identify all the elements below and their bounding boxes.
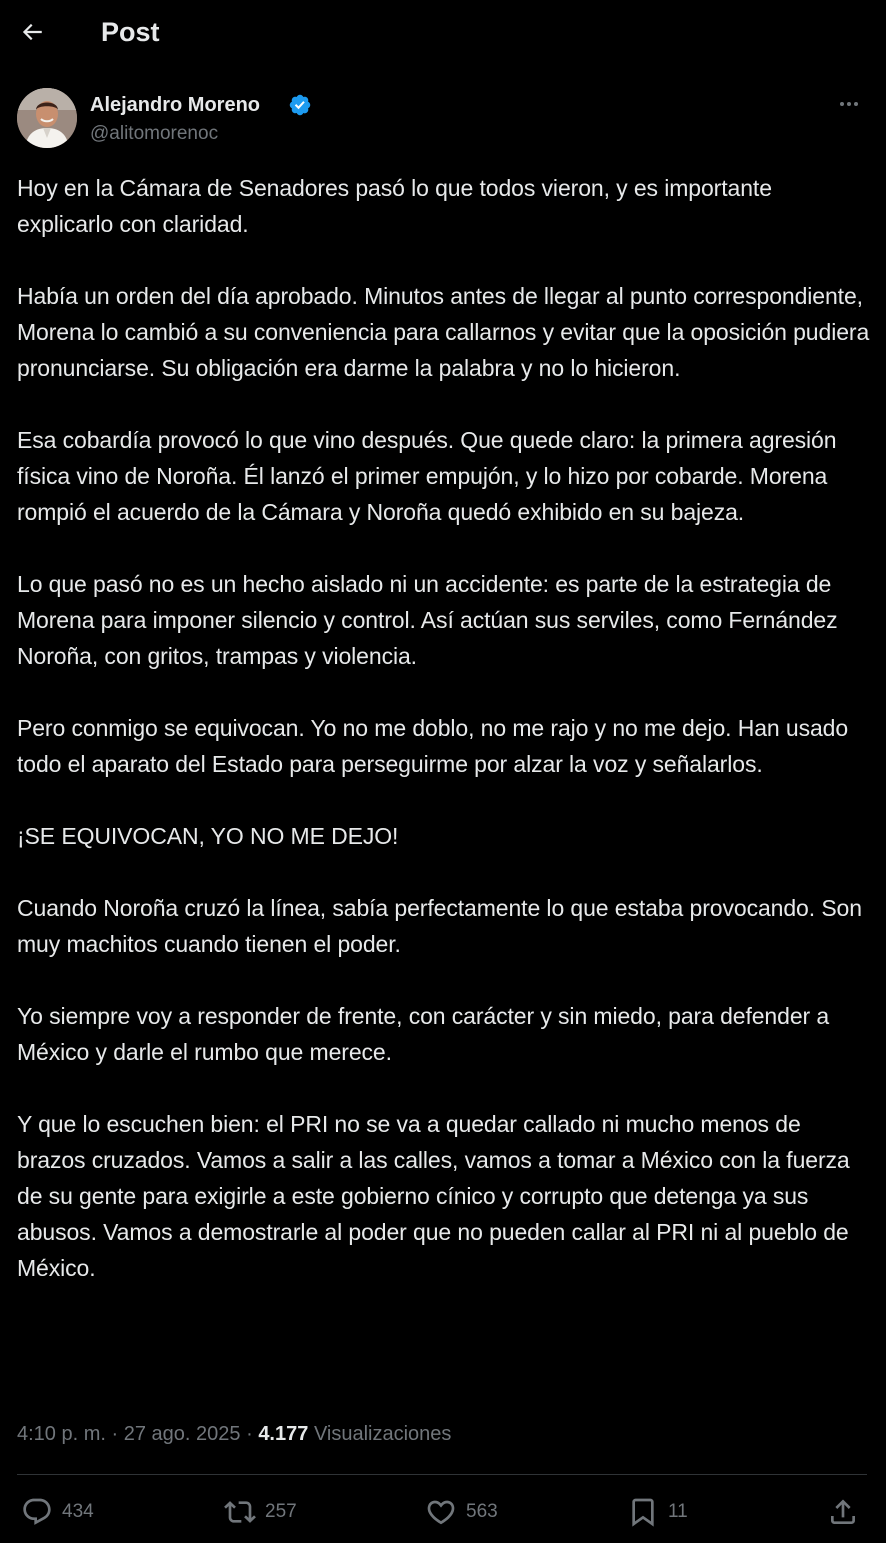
reply-button[interactable]: [21, 1490, 94, 1534]
post-meta: [17, 1420, 451, 1448]
post-time[interactable]: 4:10 p. m.: [17, 1423, 106, 1445]
more-options-button[interactable]: [833, 90, 865, 118]
heart-icon: [425, 1496, 457, 1528]
more-horizontal-icon: [837, 92, 861, 116]
post-paragraph: Lo que pasó no es un hecho aislado ni un accidente: es parte de la estrategia de Morena para imponer silencio y control. Así actúan sus serviles, como Fernández Noroña, con gritos, trampas y violencia.: [17, 571, 838, 669]
post-paragraph: Esa cobardía provocó lo que vino después. Que quede claro: la primera agresión física vino de Noroña. Él lanzó el primer empujón, y lo hizo por cobarde. Morena rompió el acuerdo de la Cámara y Noroña quedó exhibido en su bajeza.: [17, 427, 837, 525]
post-author: [17, 88, 869, 150]
back-button[interactable]: [14, 14, 50, 50]
repost-count: 257: [265, 1501, 297, 1522]
post-paragraph: Pero conmigo se equivocan. Yo no me doblo, no me rajo y no me dejo. Han usado todo el aparato del Estado para perseguirme por alzar la voz y señalarlos.: [17, 715, 849, 777]
arrow-left-icon: [19, 19, 45, 45]
meta-separator: ·: [111, 1423, 119, 1445]
meta-separator: ·: [246, 1423, 253, 1445]
repost-button[interactable]: [224, 1490, 297, 1534]
views-count[interactable]: 4.177: [258, 1423, 309, 1445]
reply-icon: [21, 1496, 53, 1528]
post-paragraph: Había un orden del día aprobado. Minutos antes de llegar al punto correspondiente, Morena lo cambió a su conveniencia para callarnos y evitar que la oposición pudiera pronunciarse. Su obligación era darme la palabra y no lo hicieron.: [17, 283, 870, 381]
reply-count: 434: [62, 1501, 94, 1522]
repost-icon: [224, 1496, 256, 1528]
share-icon: [827, 1496, 859, 1528]
bookmark-count: 11: [668, 1501, 688, 1522]
post-date[interactable]: 27 ago. 2025: [123, 1423, 241, 1445]
post-paragraph: Y que lo escuchen bien: el PRI no se va a quedar callado ni mucho menos de brazos cruzados. Vamos a salir a las calles, vamos a tomar a México con la fuerza de su gente para exigirle a este gobierno cínico y corrupto que detenga ya sus abusos. Vamos a demostrarle al poder que no pueden callar al PRI ni al pueblo de México.: [17, 1111, 850, 1281]
post-actions: [17, 1490, 869, 1534]
author-name[interactable]: Alejandro Moreno: [90, 94, 261, 116]
post-paragraph: ¡SE EQUIVOCAN, YO NO ME DEJO!: [17, 823, 399, 849]
top-bar: [0, 0, 886, 64]
page-title: Post: [101, 17, 160, 47]
like-button[interactable]: [425, 1490, 498, 1534]
views-label: Visualizaciones: [313, 1423, 452, 1445]
bookmark-icon: [627, 1496, 659, 1528]
verified-badge-icon[interactable]: [288, 93, 312, 117]
bookmark-button[interactable]: [627, 1490, 688, 1534]
divider: [17, 1474, 867, 1475]
post-paragraph: Cuando Noroña cruzó la línea, sabía perfectamente lo que estaba provocando. Son muy machitos cuando tienen el poder.: [17, 895, 862, 957]
avatar[interactable]: [17, 88, 77, 148]
like-count: 563: [466, 1501, 498, 1522]
post-paragraph: Hoy en la Cámara de Senadores pasó lo que todos vieron, y es importante explicarlo con claridad.: [17, 175, 772, 237]
post-paragraph: Yo siempre voy a responder de frente, con carácter y sin miedo, para defender a México y darle el rumbo que merece.: [17, 1003, 830, 1065]
author-handle[interactable]: @alitomorenoc: [90, 123, 219, 144]
post-text: [17, 170, 872, 1322]
share-button[interactable]: [827, 1490, 859, 1534]
